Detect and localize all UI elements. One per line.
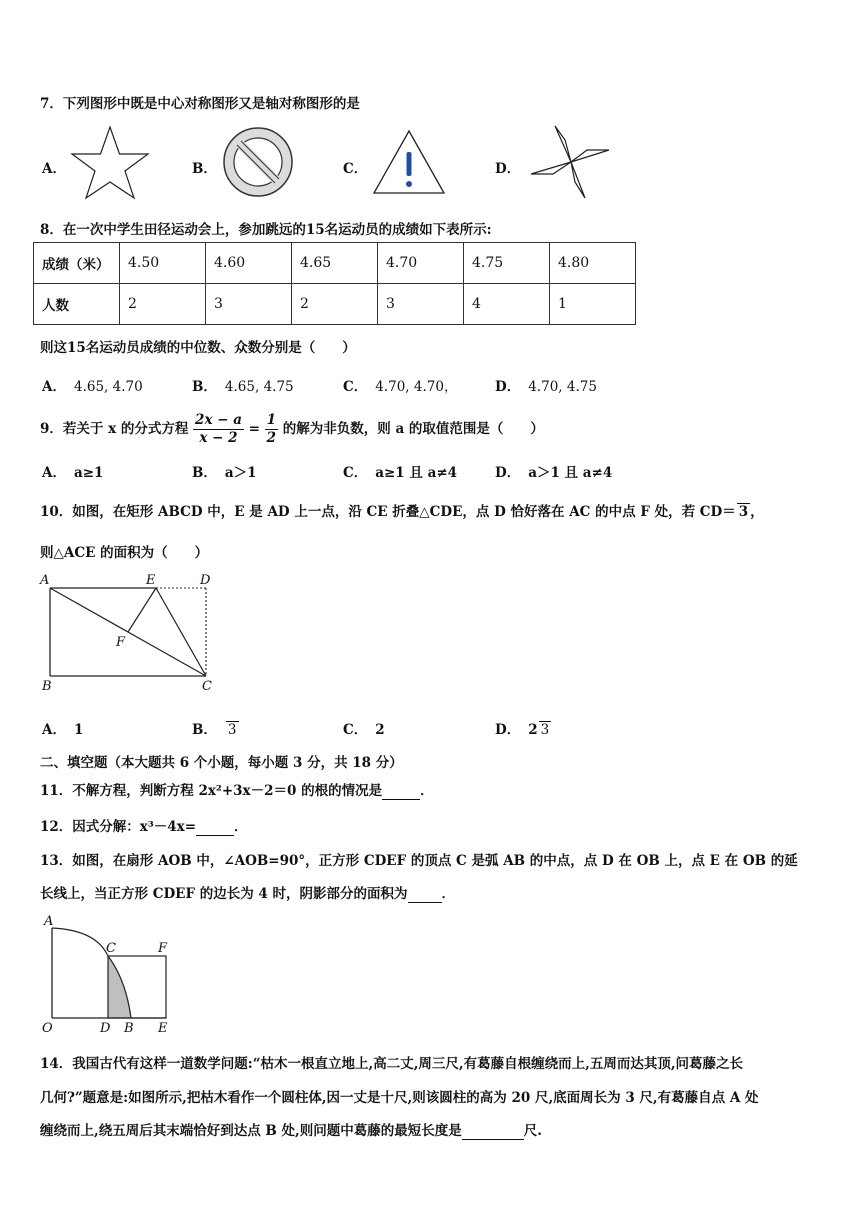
q14-line3-text: 缠绕而上,绕五周后其末端恰好到达点 B 处,则问题中葛藤的最短长度是 (40, 1123, 462, 1139)
warning-triangle-figure (371, 128, 447, 196)
option-value: 1 (73, 722, 84, 738)
sqrt-expression: 3 (738, 504, 749, 520)
pinwheel-figure (525, 122, 617, 202)
label-c: C (202, 679, 212, 694)
option-value: 4.65, 4.75 (224, 379, 294, 395)
q11-text: 11．不解方程，判断方程 2x²+3x－2＝0 的根的情况是 (40, 783, 383, 799)
option-label: B． (192, 465, 217, 481)
q8-option-c (343, 375, 457, 395)
star-figure (68, 124, 152, 202)
table-cell: 4.50 (120, 243, 206, 284)
table-cell: 4.60 (206, 243, 292, 284)
option-label: D． (495, 379, 521, 395)
option-value: 2 (375, 722, 385, 738)
q10-line1-end: ， (750, 504, 764, 520)
table-cell: 1 (550, 284, 636, 325)
label-b: B (124, 1021, 134, 1036)
option-value: 4.70, 4.70， (375, 379, 458, 395)
q10-line1 (40, 500, 764, 520)
option-value: 2 (528, 722, 538, 738)
option-value: 4.65, 4.70 (73, 379, 143, 395)
label-o: O (42, 1021, 53, 1036)
label-f: F (158, 941, 168, 956)
table-header-count: 人数 (34, 284, 120, 325)
option-label: B． (192, 379, 217, 395)
table-row (34, 243, 636, 284)
q14-line3 (40, 1119, 542, 1140)
no-entry-sign-figure (220, 124, 296, 200)
q9-option-c (343, 461, 457, 481)
q13-line2-end: ． (441, 886, 456, 902)
table-cell: 4 (464, 284, 550, 325)
q12 (40, 815, 248, 836)
q13-line2 (40, 882, 455, 903)
label-f: F (116, 635, 126, 650)
label-b: B (42, 679, 52, 694)
answer-blank[interactable] (462, 1123, 524, 1140)
rectangle-fold-figure (36, 570, 226, 694)
fraction (193, 412, 244, 447)
q10-option-a (42, 718, 83, 738)
fraction-denominator: 2 (266, 430, 277, 446)
q8-question: 则这15名运动员成绩的中位数、众数分别是（ ） (40, 340, 356, 356)
q12-end: ． (234, 819, 248, 835)
answer-blank[interactable] (382, 783, 420, 800)
q10-option-b (192, 718, 239, 738)
option-value: a≥1 (73, 465, 104, 481)
option-value: a≥1 且 a≠4 (375, 465, 458, 481)
q8-stem: 8．在一次中学生田径运动会上，参加跳远的15名运动员的成绩如下表所示: (40, 222, 492, 238)
q9-stem-post: 的解为非负数，则 a 的取值范围是（ ） (282, 421, 544, 437)
q10-option-c (343, 718, 385, 738)
option-label: C． (343, 465, 368, 481)
table-cell: 4.65 (292, 243, 378, 284)
table-cell: 4.80 (550, 243, 636, 284)
q7-stem: 7．下列图形中既是中心对称图形又是轴对称图形的是 (40, 96, 360, 112)
q9-option-a (42, 461, 103, 481)
q13-line1: 13．如图，在扇形 AOB 中，∠AOB=90°，正方形 CDEF 的顶点 C 是弧 AB 的中点，点 D 在 OB 上，点 E 在 OB 的延 (40, 853, 798, 869)
q14-line1: 14．我国古代有这样一道数学问题:“枯木一根直立地上,高二丈,周三尺,有葛藤自根缠绕而上,五周而达其顶,问葛藤之长 (40, 1056, 744, 1072)
option-label: A． (42, 379, 66, 395)
option-label: B． (192, 722, 217, 738)
option-value: a＞1 (224, 465, 257, 481)
option-label: C． (343, 722, 368, 738)
fraction-numerator: 2x − a (195, 412, 242, 428)
q8-option-b (192, 375, 294, 395)
answer-blank[interactable] (196, 819, 234, 836)
label-a: A (40, 573, 50, 588)
label-d: D (100, 1021, 111, 1036)
label-e: E (158, 1021, 168, 1036)
q7-option-c-label: C． (343, 161, 368, 177)
label-a: A (44, 914, 54, 929)
table-cell: 3 (206, 284, 292, 325)
table-cell: 2 (120, 284, 206, 325)
q14-line2: 几何?”题意是:如图所示,把枯木看作一个圆柱体,因一丈是十尺,则该圆柱的高为 20 尺,底面周长为 3 尺,有葛藤自点 A 处 (40, 1090, 759, 1106)
q7-option-b-label: B． (192, 161, 217, 177)
q9-option-d (495, 461, 612, 481)
option-label: A． (42, 722, 66, 738)
table-row (34, 284, 636, 325)
equals-sign: = (248, 421, 260, 437)
q11-end: ． (420, 783, 434, 799)
sqrt-expression: 3 (227, 722, 237, 738)
option-label: A． (42, 465, 66, 481)
label-e: E (146, 573, 156, 588)
sqrt-expression: 3 (540, 722, 550, 738)
q7-option-a-label: A． (42, 161, 66, 177)
q10-option-d (495, 718, 551, 738)
table-header-score: 成绩（米） (34, 243, 120, 284)
q9-stem-pre: 9．若关于 x 的分式方程 (40, 421, 189, 437)
answer-blank[interactable] (408, 886, 442, 903)
fraction-denominator: x − 2 (199, 430, 238, 446)
q9-option-b (192, 461, 257, 481)
fraction (265, 412, 278, 447)
q9-stem (40, 408, 544, 450)
q13-line2-text: 长线上，当正方形 CDEF 的边长为 4 时，阴影部分的面积为 (40, 886, 408, 902)
q10-line2: 则△ACE 的面积为（ ） (40, 545, 209, 561)
q7-option-d-label: D． (495, 161, 521, 177)
table-cell: 3 (378, 284, 464, 325)
label-c: C (106, 941, 116, 956)
q10-line1-text: 10．如图，在矩形 ABCD 中，E 是 AD 上一点，沿 CE 折叠△CDE，点 D 恰好落在 AC 的中点 F 处，若 CD＝ (40, 504, 736, 520)
table-cell: 4.70 (378, 243, 464, 284)
sector-square-figure (36, 910, 186, 1036)
option-value: a＞1 且 a≠4 (528, 465, 613, 481)
table-cell: 4.75 (464, 243, 550, 284)
fraction-numerator: 1 (266, 412, 277, 428)
option-label: D． (495, 722, 521, 738)
q8-option-a (42, 375, 143, 395)
label-d: D (200, 573, 211, 588)
section-title-fill-blank: 二、填空题（本大题共 6 个小题，每小题 3 分，共 18 分） (40, 755, 403, 771)
option-label: C． (343, 379, 368, 395)
q12-text: 12．因式分解：x³－4x= (40, 819, 197, 835)
q14-line3-end: 尺. (523, 1123, 542, 1139)
option-value: 4.70, 4.75 (528, 379, 597, 395)
scores-table (33, 242, 636, 325)
table-cell: 2 (292, 284, 378, 325)
q8-option-d (495, 375, 597, 395)
q11 (40, 779, 434, 800)
option-label: D． (495, 465, 521, 481)
